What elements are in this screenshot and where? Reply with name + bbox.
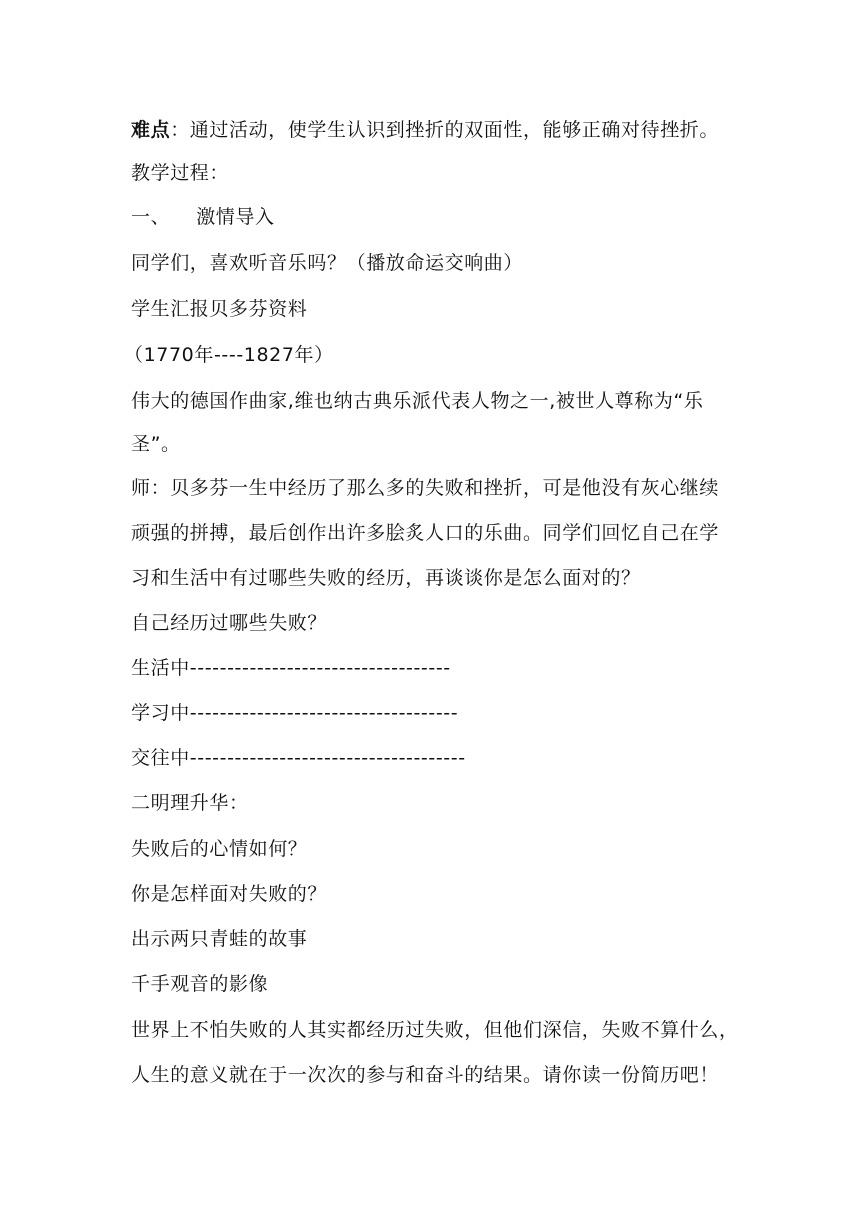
intro-question: 同学们，喜欢听音乐吗？（播放命运交响曲） — [131, 252, 524, 274]
section-2-heading: 二明理升华： — [131, 792, 249, 814]
beethoven-years: （1770年----1827年） — [124, 344, 334, 366]
teacher-line-3: 习和生活中有过哪些失败的经历，再谈谈你是怎么面对的？ — [131, 567, 641, 589]
process-heading: 教学过程： — [131, 162, 230, 184]
frog-story: 出示两只青蛙的故事 — [131, 928, 308, 950]
closing-line-1: 世界上不怕失败的人其实都经历过失败，但他们深信，失败不算什么， — [131, 1019, 739, 1041]
question-face-failure: 你是怎样面对失败的？ — [131, 883, 328, 905]
guanyin-video: 千手观音的影像 — [131, 973, 269, 995]
question-mood: 失败后的心情如何？ — [131, 838, 308, 860]
student-report: 学生汇报贝多芬资料 — [131, 298, 308, 320]
teacher-line-1: 师：贝多芬一生中经历了那么多的失败和挫折，可是他没有灰心继续 — [131, 477, 720, 499]
beethoven-desc-line-2: 圣”。 — [131, 433, 181, 455]
section-1-title: 激情导入 — [196, 206, 275, 228]
teacher-line-2: 顽强的拼搏，最后创作出许多脍炙人口的乐曲。同学们回忆自己在学 — [131, 522, 720, 544]
section-1-number: 一、 — [131, 206, 171, 228]
life-fill-line: 生活中----------------------------------- — [131, 657, 451, 679]
difficulty-line — [131, 117, 741, 143]
closing-line-2: 人生的意义就在于一次次的参与和奋斗的结果。请你读一份简历吧！ — [131, 1064, 720, 1086]
failures-question: 自己经历过哪些失败？ — [131, 612, 328, 634]
social-fill-line: 交往中------------------------------------- — [131, 747, 466, 769]
section-1-heading — [131, 204, 741, 230]
difficulty-text: ：通过活动，使学生认识到挫折的双面性，能够正确对待挫折。 — [170, 119, 720, 141]
difficulty-label: 难点 — [131, 119, 171, 141]
beethoven-desc-line-1: 伟大的德国作曲家,维也纳古典乐派代表人物之一,被世人尊称为“乐 — [131, 390, 704, 412]
study-fill-line: 学习中------------------------------------ — [131, 702, 459, 724]
